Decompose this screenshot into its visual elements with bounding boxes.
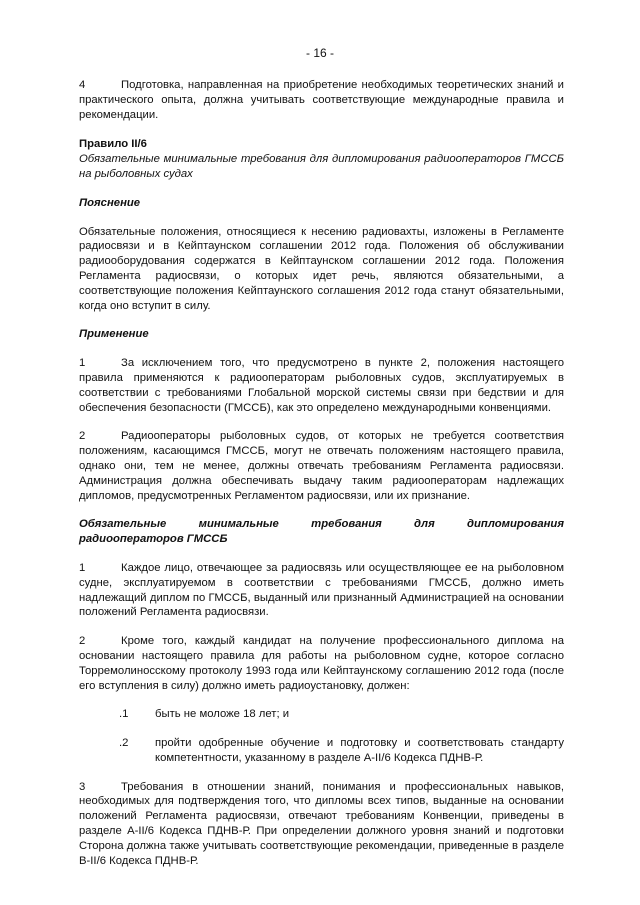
subitem-1 [79,707,564,722]
explanation-heading: Пояснение [79,196,141,209]
paragraph-text: За исключением того, что предусмотрено в пункте 2, положения настоящего правила применяются к радиооператорам рыболовных судов, эксплуатируемых в соответствии с требованиями Глобальной морской системы связи при бедствии и для обеспечения безопасности (ГМССБ), как это определено международными конвенциями. [79,357,564,414]
application-heading: Применение [79,328,149,341]
rule-subtitle: Обязательные минимальные требования для дипломирования радиооператоров ГМССБ на рыболовных судах [79,153,564,180]
subitem-text: быть не моложе 18 лет; и [155,708,290,721]
application-paragraph-1 [79,356,564,415]
paragraph-text: Кроме того, каждый кандидат на получение профессионального диплома на основании настоящего правила для работы на рыболовном судне, которое согласно Торремолиносскому протоколу 1993 года или Кейптаунскому соглашению 2012 года (после его вступления в силу) должно иметь радиоустановку, должен: [79,635,564,692]
paragraph-number: 1 [79,357,86,370]
page-number: - 16 - [305,46,334,60]
application-paragraph-2 [79,429,564,503]
requirements-heading-line2: радиооператоров ГМССБ [79,533,228,546]
requirements-paragraph-1 [79,561,564,620]
requirements-heading-line1: Обязательные минимальные требования для дипломирования [79,518,564,531]
paragraph-number: 2 [79,635,86,648]
subitem-text: пройти одобренные обучение и подготовку и соответствовать стандарту компетентности, указанному в разделе A-II/6 Кодекса ПДНВ-Р. [155,737,564,764]
paragraph-text: Требования в отношении знаний, понимания и профессиональных навыков, необходимых для подтверждения того, что дипломы всех типов, выданные на основании положений Регламента радиосвязи, отвечают требованиям Конвенции, приведены в разделе A-II/6 Кодекса ПДНВ-Р. При определении должного уровня знаний и подготовки Сторона должна также учитывать соответствующие рекомендации, приведенные в разделе B-II/6 Кодекса ПДНВ-Р. [79,780,564,867]
rule-title: Правило II/6 [79,138,147,151]
intro-paragraph [79,78,564,122]
paragraph-number: 2 [79,430,86,443]
paragraph-number: 3 [79,780,86,793]
subitem-2 [79,736,564,766]
paragraph-text: Радиооператоры рыболовных судов, от которых не требуется соответствия положениям, касающимся ГМССБ, могут не отвечать положениям настоящего правила, однако они, тем не менее, должны отвечать требованиям Регламента радиосвязи. Администрация должна обеспечивать выдачу таким радиооператорам надлежащих дипломов, предусмотренных Регламентом радиосвязи, или их признание. [79,430,564,502]
requirements-paragraph-2 [79,634,564,693]
requirements-paragraph-3 [79,780,564,869]
subitem-number: .2 [119,737,129,750]
explanation-text: Обязательные положения, относящиеся к несению радиовахты, изложены в Регламенте радиосвязи и в Кейптаунском соглашении 2012 года. Положения об обслуживании радиооборудования содержатся в Кейптаунском соглашении 2012 года. Положения Регламента радиосвязи, о которых идет речь, являются обязательными, а соответствующие положения Кейптаунского соглашения 2012 года станут обязательными, когда оно вступит в силу. [79,225,564,312]
paragraph-text: Подготовка, направленная на приобретение необходимых теоретических знаний и практического опыта, должна учитывать соответствующие международные правила и рекомендации. [79,79,564,121]
paragraph-text: Каждое лицо, отвечающее за радиосвязь или осуществляющее ее на рыболовном судне, эксплуатируемом в соответствии с требованиями ГМССБ, должно иметь надлежащий диплом по ГМССБ, выданный или признанный Администрацией на основании положений Регламента радиосвязи. [79,561,564,619]
subitem-number: .1 [119,708,129,721]
paragraph-number: 1 [79,561,86,574]
page-content [79,78,564,868]
paragraph-number: 4 [79,79,86,91]
